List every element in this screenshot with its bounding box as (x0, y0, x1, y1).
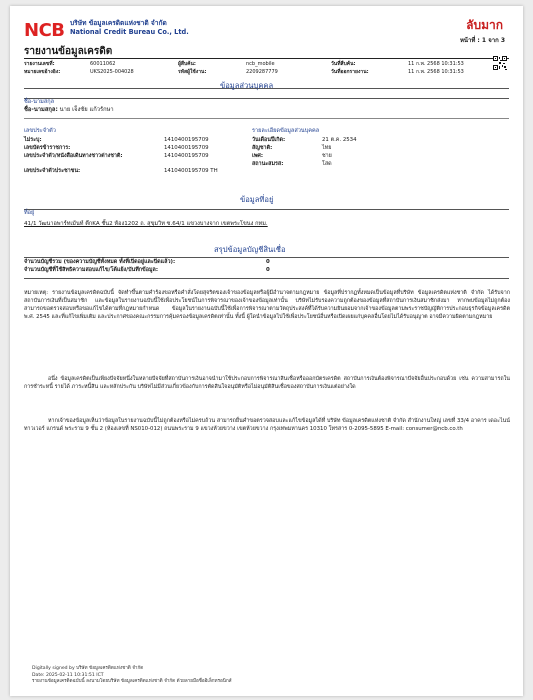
report-meta (24, 61, 494, 77)
id-row-label: ไม่ระบุ: (24, 137, 42, 143)
inquiry-date: 11 ก.พ. 2568 10:31:53 (408, 61, 464, 67)
address-divider (24, 209, 509, 210)
summary-row (24, 267, 504, 275)
section-address-heading: ข้อมูลที่อยู่ (240, 195, 274, 204)
detail-list (252, 137, 432, 169)
id-row (24, 145, 244, 153)
ncb-logo: NCB (24, 20, 65, 41)
signature-line-1: Digitally signed by บริษัท ข้อมูลเครดิตแห่งชาติ จำกัด (32, 666, 144, 671)
id-row-label: เลขบัตรข้าราชการ: (24, 145, 71, 151)
full-name-value: นาย เจ็งชัย แก้วรักษา (59, 107, 114, 113)
note-paragraph-2: อนึ่ง ข้อมูลเครดิตเป็นเพียงปัจจัยหนึ่งในหลายปัจจัยที่สถาบันการเงินอาจนำมาใช้ประกอบการพิจารณาสินเชื่อหรือออกบัตรเครดิต สถาบันการเงินต้องพิจารณาปัจจัยอื่นประกอบด้วย เช่น ความสามารถในการชำระหนี้ รายได้ ภาระหนี้สิน และหลักประกัน บริษัทไม่มีส่วนเกี่ยวข้องกับการตัดสินใจอนุมัติหรือไม่อนุมัติสินเชื่อของสถาบันการเงินแต่อย่างใด (24, 376, 510, 390)
personal-divider-bottom (24, 98, 509, 99)
id-list (24, 137, 244, 176)
report-title: รายงานข้อมูลเครดิต (24, 46, 113, 57)
detail-row-value: 21 ต.ค. 2534 (322, 137, 357, 143)
summary-row-label: จำนวนบัญชีรวม (ของความบัญชีทั้งหมด ทั้งที่เปิดอยู่และปิดแล้ว): (24, 259, 176, 265)
detail-row-label: วันเดือนปีเกิด: (252, 137, 286, 143)
user-code-label: รหัสผู้ใช้งาน: (178, 69, 207, 75)
confidential-label: ลับมาก (466, 18, 503, 32)
digital-signature (32, 666, 232, 686)
signature-note: รายงานข้อมูลเครดิตฉบับนี้ ลงนามโดยบริษัท ข้อมูลเครดิตแห่งชาติ จำกัด ด้วยลายมือชื่ออิเล็กทรอนิกส์ (32, 679, 232, 684)
member-label: ผู้สืบค้น: (178, 61, 196, 67)
detail-row-label: เพศ: (252, 153, 263, 159)
detail-row-label: สถานะสมรส: (252, 161, 284, 167)
id-heading: เลขประจำตัว (24, 128, 56, 134)
summary-row (24, 259, 504, 267)
name-divider (24, 118, 509, 119)
signature-date: Date: 2025-02-11 10:31:51 ICT (32, 672, 104, 678)
summary-divider-top (24, 257, 509, 258)
summary-row-value: 0 (266, 259, 270, 265)
detail-row-value: โสด (322, 161, 332, 167)
detail-row (252, 161, 432, 169)
id-row-label: เลขประจำตัวประชาชน: (24, 168, 81, 174)
summary-divider-bottom (24, 278, 509, 279)
page-of: จาก (488, 37, 499, 44)
report-no: 60011062 (90, 61, 116, 67)
user-code: 2209287779 (246, 69, 278, 75)
summary-table (24, 259, 504, 275)
detail-heading: รายละเอียดข้อมูลส่วนบุคคล (252, 128, 320, 134)
ref-value: UKS2025-004028 (90, 69, 134, 75)
report-page (10, 6, 523, 696)
company-name-th: บริษัท ข้อมูลเครดิตแห่งชาติ จำกัด (70, 19, 167, 27)
detail-row (252, 153, 432, 161)
company-name-en: National Credit Bureau Co., Ltd. (70, 28, 189, 36)
page-current: 1 (481, 37, 487, 44)
detail-row-value: ชาย (322, 153, 332, 159)
detail-row-label: สัญชาติ: (252, 145, 273, 151)
report-date-label: วันที่ออกรายงาน: (331, 69, 369, 75)
id-row-value: 1410400195709 TH (164, 168, 218, 174)
report-date: 11 ก.พ. 2568 10:31:53 (408, 69, 464, 75)
name-heading: ชื่อ-นามสกุล (24, 99, 55, 105)
id-row-value: 1410400195709 (164, 137, 209, 143)
note-paragraph-1: หมายเหตุ: รายงานข้อมูลเครดิตฉบับนี้ จัดทำขึ้นตามคำร้องขอหรือคำสั่งโดยสุจริตของเจ้าของข้อมูลหรือผู้มีอำนาจตามกฎหมาย ข้อมูลที่ปรากฏทั้งหมดเป็นข้อมูลที่บริษัท ข้อมูลเครดิตแห่งชาติ จำกัด ได้รับจากสถาบันการเงินที่เป็นสมาชิก และข้อมูลในรายงานฉบับนี้ใช้เพื่อประโยชน์ในการพิจารณาของเจ้าของข้อมูลเท่านั้น บริษัทไม่รับรองความถูกต้องของข้อมูลที่สถาบันการเงินสมาชิกส่งมา หากพบข้อมูลไม่ถูกต้องสามารถขอตรวจสอบหรือขอแก้ไขได้ตามที่กฎหมายกำหนด ข้อมูลในรายงานฉบับนี้ใช้เพื่อการพิจารณาตามวัตถุประสงค์ที่ได้รับความยินยอมจากเจ้าของข้อมูลตามพระราชบัญญัติการประกอบธุรกิจข้อมูลเครดิต พ.ศ. 2545 และที่แก้ไขเพิ่มเติม และประกาศของคณะกรรมการคุ้มครองข้อมูลเครดิตเท่านั้น ทั้งนี้ ผู้ใดนำข้อมูลไปใช้เพื่อประโยชน์อื่นหรือเปิดเผยแก่บุคคลอื่นโดยไม่ได้รับอนุญาต อาจมีความผิดตามกฎหมาย (24, 290, 510, 320)
section-summary-heading: สรุปข้อมูลบัญชีสินเชื่อ (214, 245, 286, 254)
id-row-label: เลขประจำตัว/หนังสือเดินทางชาวต่างชาติ: (24, 153, 123, 159)
detail-row-value: ไทย (322, 145, 332, 151)
summary-row-value: 0 (266, 267, 270, 273)
page-total: 3 (500, 37, 505, 44)
id-row-value: 1410400195709 (164, 145, 209, 151)
id-row (24, 168, 244, 176)
qr-code-icon (493, 56, 507, 70)
member-value: ncb_mobile (246, 61, 275, 67)
detail-row (252, 145, 432, 153)
full-name-row (24, 107, 114, 114)
id-row-value: 1410400195709 (164, 153, 209, 159)
address-heading: ที่อยู่ (24, 210, 35, 216)
company-name (70, 19, 189, 37)
section-personal-heading: ข้อมูลส่วนบุคคล (220, 81, 274, 90)
address-value: 41/1 วัฒนาอพาร์ทเม้นท์ ตึกKA ชั้น2 ห้อง1202 ถ. สุขุมวิท ซ.64/1 แขวงบางจาก เขตพระโขนง กทม. (24, 221, 268, 227)
id-row (24, 137, 244, 145)
ref-label: หมายเลขอ้างอิง: (24, 69, 61, 75)
page-label: หน้าที่ : (459, 37, 480, 44)
report-no-label: รายงานเลขที่: (24, 61, 55, 67)
page-number (460, 35, 505, 45)
detail-row (252, 137, 432, 145)
id-row (24, 153, 244, 168)
summary-row-label: จำนวนบัญชีที่ใช้สิทธิความสอบแก้ไข/โต้แย้ง/บันทึกข้อมูล: (24, 267, 158, 273)
note-paragraph-3: หากเจ้าของข้อมูลเห็นว่าข้อมูลในรายงานฉบับนี้ไม่ถูกต้องหรือไม่ครบถ้วน สามารถยื่นคำขอตรวจสอบและแก้ไขข้อมูลได้ที่ บริษัท ข้อมูลเครดิตแห่งชาติ จำกัด สำนักงานใหญ่ เลขที่ 33/4 อาคาร เดอะไนน์ ทาวเวอร์ แกรนด์ พระราม 9 ชั้น 2 (ห้องเลขที่ NS010-012) ถนนพระราม 9 แขวงห้วยขวาง เขตห้วยขวาง กรุงเทพมหานคร 10310 โทรสาร 0-2095-5895 E-mail: consumer@ncb.co.th (24, 418, 510, 432)
full-name-label: ชื่อ-นามสกุล: (24, 107, 58, 113)
title-divider (24, 58, 509, 59)
inquiry-date-label: วันที่สืบค้น: (331, 61, 356, 67)
